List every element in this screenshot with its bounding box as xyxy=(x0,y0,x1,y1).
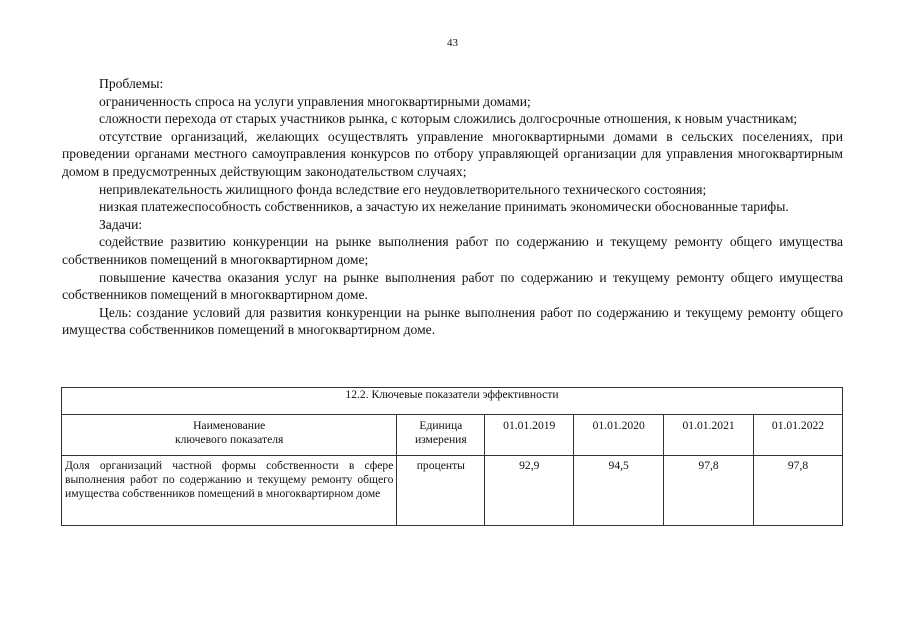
header-date-2021: 01.01.2021 xyxy=(664,415,754,456)
paragraph: отсутствие организаций, желающих осуществлять управление многоквартирными домами в сельских поселениях, при проведении органами местного самоуправления конкурсов по отбору управляющей организации для управления многоквартирным домом в предусмотренных действующим законодательством случаях; xyxy=(62,128,843,179)
paragraph: повышение качества оказания услуг на рынке выполнения работ по содержанию и текущему ремонту общего имущества собственников помещений в многоквартирном доме. xyxy=(62,269,843,303)
kpi-table xyxy=(61,387,843,526)
cell-value-2022: 97,8 xyxy=(754,456,843,526)
header-date-2020: 01.01.2020 xyxy=(574,415,664,456)
cell-unit: проценты xyxy=(397,456,485,526)
cell-value-2021: 97,8 xyxy=(664,456,754,526)
header-indicator-line2: ключевого показателя xyxy=(175,433,284,446)
paragraph: ограниченность спроса на услуги управления многоквартирными домами; xyxy=(99,93,531,109)
paragraph: содействие развитию конкуренции на рынке выполнения работ по содержанию и текущему ремонту общего имущества собственников помещений в многоквартирном доме; xyxy=(62,234,843,267)
header-date-2022: 01.01.2022 xyxy=(754,415,843,456)
table-caption-row xyxy=(62,388,843,415)
table-caption: 12.2. Ключевые показатели эффективности xyxy=(62,388,843,415)
cell-value-2020: 94,5 xyxy=(574,456,664,526)
cell-value-2019: 92,9 xyxy=(485,456,574,526)
table-row xyxy=(62,456,843,526)
paragraph-problems-heading: Проблемы: xyxy=(99,76,164,91)
header-unit xyxy=(397,415,485,456)
paragraph: сложности перехода от старых участников рынка, с которым сложились долгосрочные отношения, к новым участникам; xyxy=(99,111,798,127)
header-unit-line2: измерения xyxy=(414,433,467,446)
paragraph: непривлекательность жилищного фонда вследствие его неудовлетворительного технического состояния; xyxy=(99,181,707,197)
header-date-2019: 01.01.2019 xyxy=(485,415,574,456)
paragraph: низкая платежеспособность собственников, а зачастую их нежелание принимать экономически обоснованные тарифы. xyxy=(99,199,789,215)
paragraph-tasks-heading: Задачи: xyxy=(99,216,143,232)
cell-indicator: Доля организаций частной формы собственности в сфере выполнения работ по содержанию и текущему ремонту общего имущества собственников помещений в многоквартирном доме xyxy=(62,456,397,526)
header-indicator xyxy=(62,415,397,456)
header-indicator-line1: Наименование xyxy=(193,419,266,432)
table-header-row xyxy=(62,415,843,456)
paragraph-goal: Цель: создание условий для развития конкуренции на рынке выполнения работ по содержанию и текущему ремонту общего имущества собственников помещений в многоквартирном доме. xyxy=(62,304,843,338)
body-text xyxy=(62,75,843,339)
page-number: 43 xyxy=(447,37,458,49)
header-unit-line1: Единица xyxy=(419,419,463,432)
